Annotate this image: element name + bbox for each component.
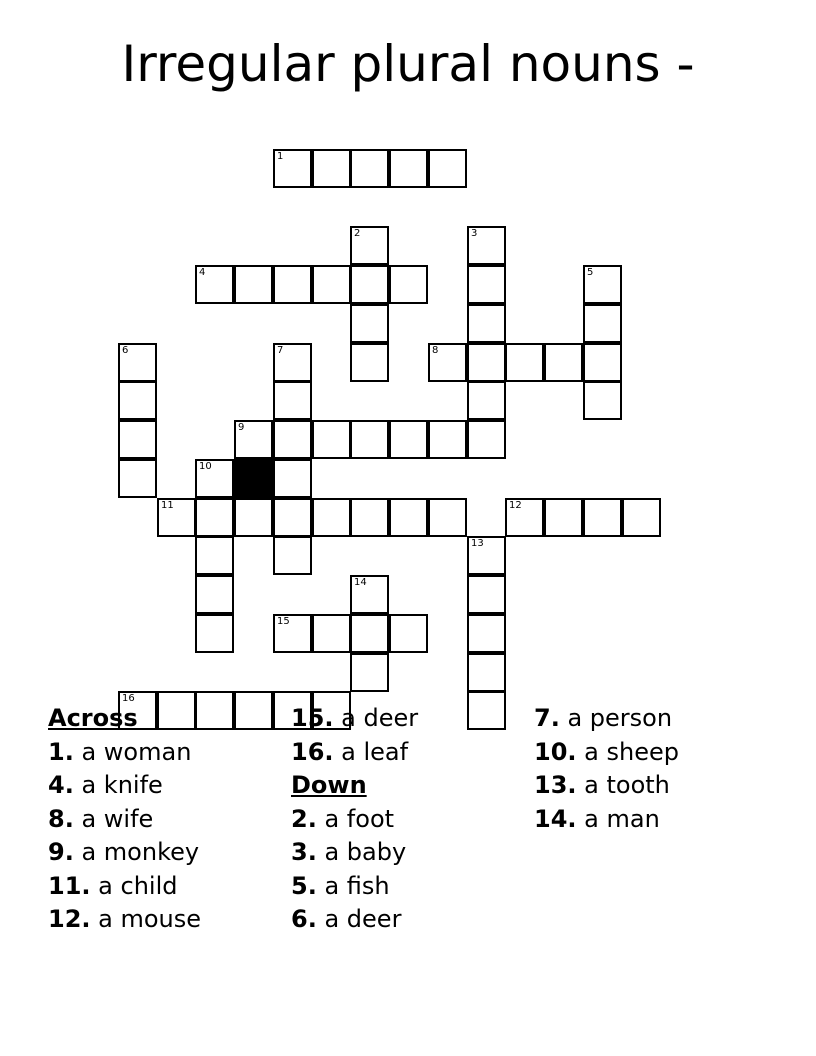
clue-number: 14 — [354, 577, 367, 588]
grid-cell[interactable] — [467, 343, 506, 382]
grid-cell[interactable] — [350, 420, 389, 459]
clue-number: 11 — [161, 500, 174, 511]
grid-cell[interactable] — [350, 575, 389, 614]
clue-down-13: 13. a tooth — [534, 771, 670, 799]
clue-number: 10 — [199, 461, 212, 472]
grid-cell[interactable] — [273, 498, 312, 537]
grid-cell[interactable] — [583, 381, 622, 420]
clue-column-1 — [48, 702, 201, 937]
clue-down-2: 2. a foot — [291, 804, 395, 833]
clue-across-15: 15. a deer — [291, 704, 419, 732]
clue-down-3: 3. a baby — [291, 838, 407, 866]
grid-cell[interactable] — [273, 381, 312, 420]
clue-number: 7 — [277, 345, 284, 356]
clue-number: 5 — [587, 267, 594, 278]
grid-cell[interactable] — [544, 498, 583, 537]
grid-cell[interactable] — [505, 498, 544, 537]
grid-cell[interactable] — [195, 536, 234, 575]
down-heading: Down — [291, 771, 367, 799]
clue-across-1: 1. a woman — [48, 737, 192, 766]
clue-number: 1 — [277, 151, 284, 162]
grid-cell[interactable] — [583, 265, 622, 304]
grid-cell[interactable] — [428, 343, 467, 382]
grid-cell[interactable] — [467, 614, 506, 653]
grid-cell[interactable] — [505, 343, 544, 382]
across-heading: Across — [48, 704, 138, 732]
grid-cell[interactable] — [467, 653, 506, 692]
grid-cell[interactable] — [622, 498, 661, 537]
clue-down-14: 14. a man — [534, 804, 660, 833]
grid-cell[interactable] — [273, 343, 312, 382]
grid-cell[interactable] — [583, 304, 622, 343]
grid-cell[interactable] — [195, 575, 234, 614]
clue-number: 16 — [122, 693, 135, 704]
clue-down-10: 10. a sheep — [534, 737, 679, 766]
grid-cell[interactable] — [273, 420, 312, 459]
grid-cell[interactable] — [195, 265, 234, 304]
grid-cell[interactable] — [350, 226, 389, 265]
grid-cell[interactable] — [118, 420, 157, 459]
grid-cell[interactable] — [273, 149, 312, 188]
clue-number: 12 — [509, 500, 522, 511]
clue-number: 13 — [471, 538, 484, 549]
grid-cell[interactable] — [467, 381, 506, 420]
grid-cell[interactable] — [389, 420, 428, 459]
grid-cell[interactable] — [428, 149, 467, 188]
puzzle-title: Irregular plural nouns - — [121, 35, 695, 93]
grid-cell[interactable] — [389, 265, 428, 304]
clue-down-5: 5. a fish — [291, 871, 390, 900]
grid-cell[interactable] — [467, 575, 506, 614]
grid-cell[interactable] — [467, 265, 506, 304]
grid-cell[interactable] — [234, 420, 273, 459]
clue-across-8: 8. a wife — [48, 804, 154, 833]
grid-cell[interactable] — [273, 265, 312, 304]
grid-cell[interactable] — [312, 498, 351, 537]
grid-cell[interactable] — [467, 691, 506, 730]
grid-cell[interactable] — [312, 149, 351, 188]
clue-number: 2 — [354, 228, 361, 239]
grid-cell[interactable] — [118, 459, 157, 498]
grid-cell[interactable] — [273, 459, 312, 498]
grid-cell[interactable] — [234, 691, 273, 730]
grid-cell[interactable] — [157, 498, 196, 537]
grid-cell[interactable] — [389, 614, 428, 653]
grid-cell[interactable] — [428, 498, 467, 537]
clue-number: 15 — [277, 616, 290, 627]
grid-cell[interactable] — [583, 343, 622, 382]
clue-number: 6 — [122, 345, 129, 356]
grid-cell[interactable] — [118, 381, 157, 420]
grid-cell[interactable] — [467, 226, 506, 265]
grid-cell[interactable] — [428, 420, 467, 459]
grid-cell[interactable] — [195, 614, 234, 653]
clue-column-3 — [534, 702, 679, 836]
block-cell — [234, 459, 273, 498]
grid-cell[interactable] — [350, 653, 389, 692]
grid-cell[interactable] — [467, 536, 506, 575]
grid-cell[interactable] — [195, 459, 234, 498]
grid-cell[interactable] — [312, 420, 351, 459]
clue-column-2 — [291, 702, 418, 937]
grid-cell[interactable] — [273, 536, 312, 575]
clue-number: 4 — [199, 267, 206, 278]
clue-across-16: 16. a leaf — [291, 737, 409, 766]
grid-cell[interactable] — [467, 304, 506, 343]
clue-across-12: 12. a mouse — [48, 905, 202, 933]
grid-cell[interactable] — [350, 304, 389, 343]
clue-down-6: 6. a deer — [291, 905, 402, 933]
grid-cell[interactable] — [350, 265, 389, 304]
grid-cell[interactable] — [350, 498, 389, 537]
grid-cell[interactable] — [234, 265, 273, 304]
grid-cell[interactable] — [195, 498, 234, 537]
grid-cell[interactable] — [350, 614, 389, 653]
grid-cell[interactable] — [118, 343, 157, 382]
grid-cell[interactable] — [350, 149, 389, 188]
grid-cell[interactable] — [312, 614, 351, 653]
grid-cell[interactable] — [583, 498, 622, 537]
grid-cell[interactable] — [312, 265, 351, 304]
grid-cell[interactable] — [350, 343, 389, 382]
clue-across-9: 9. a monkey — [48, 838, 200, 866]
clue-number: 3 — [471, 228, 478, 239]
grid-cell[interactable] — [389, 498, 428, 537]
grid-cell[interactable] — [273, 614, 312, 653]
clue-across-4: 4. a knife — [48, 771, 163, 799]
grid-cell[interactable] — [389, 149, 428, 188]
clue-down-7: 7. a person — [534, 704, 673, 732]
clue-number: 9 — [238, 422, 245, 433]
grid-cell[interactable] — [467, 420, 506, 459]
clue-across-11: 11. a child — [48, 871, 178, 900]
clue-number: 8 — [432, 345, 439, 356]
grid-cell[interactable] — [234, 498, 273, 537]
grid-cell[interactable] — [544, 343, 583, 382]
